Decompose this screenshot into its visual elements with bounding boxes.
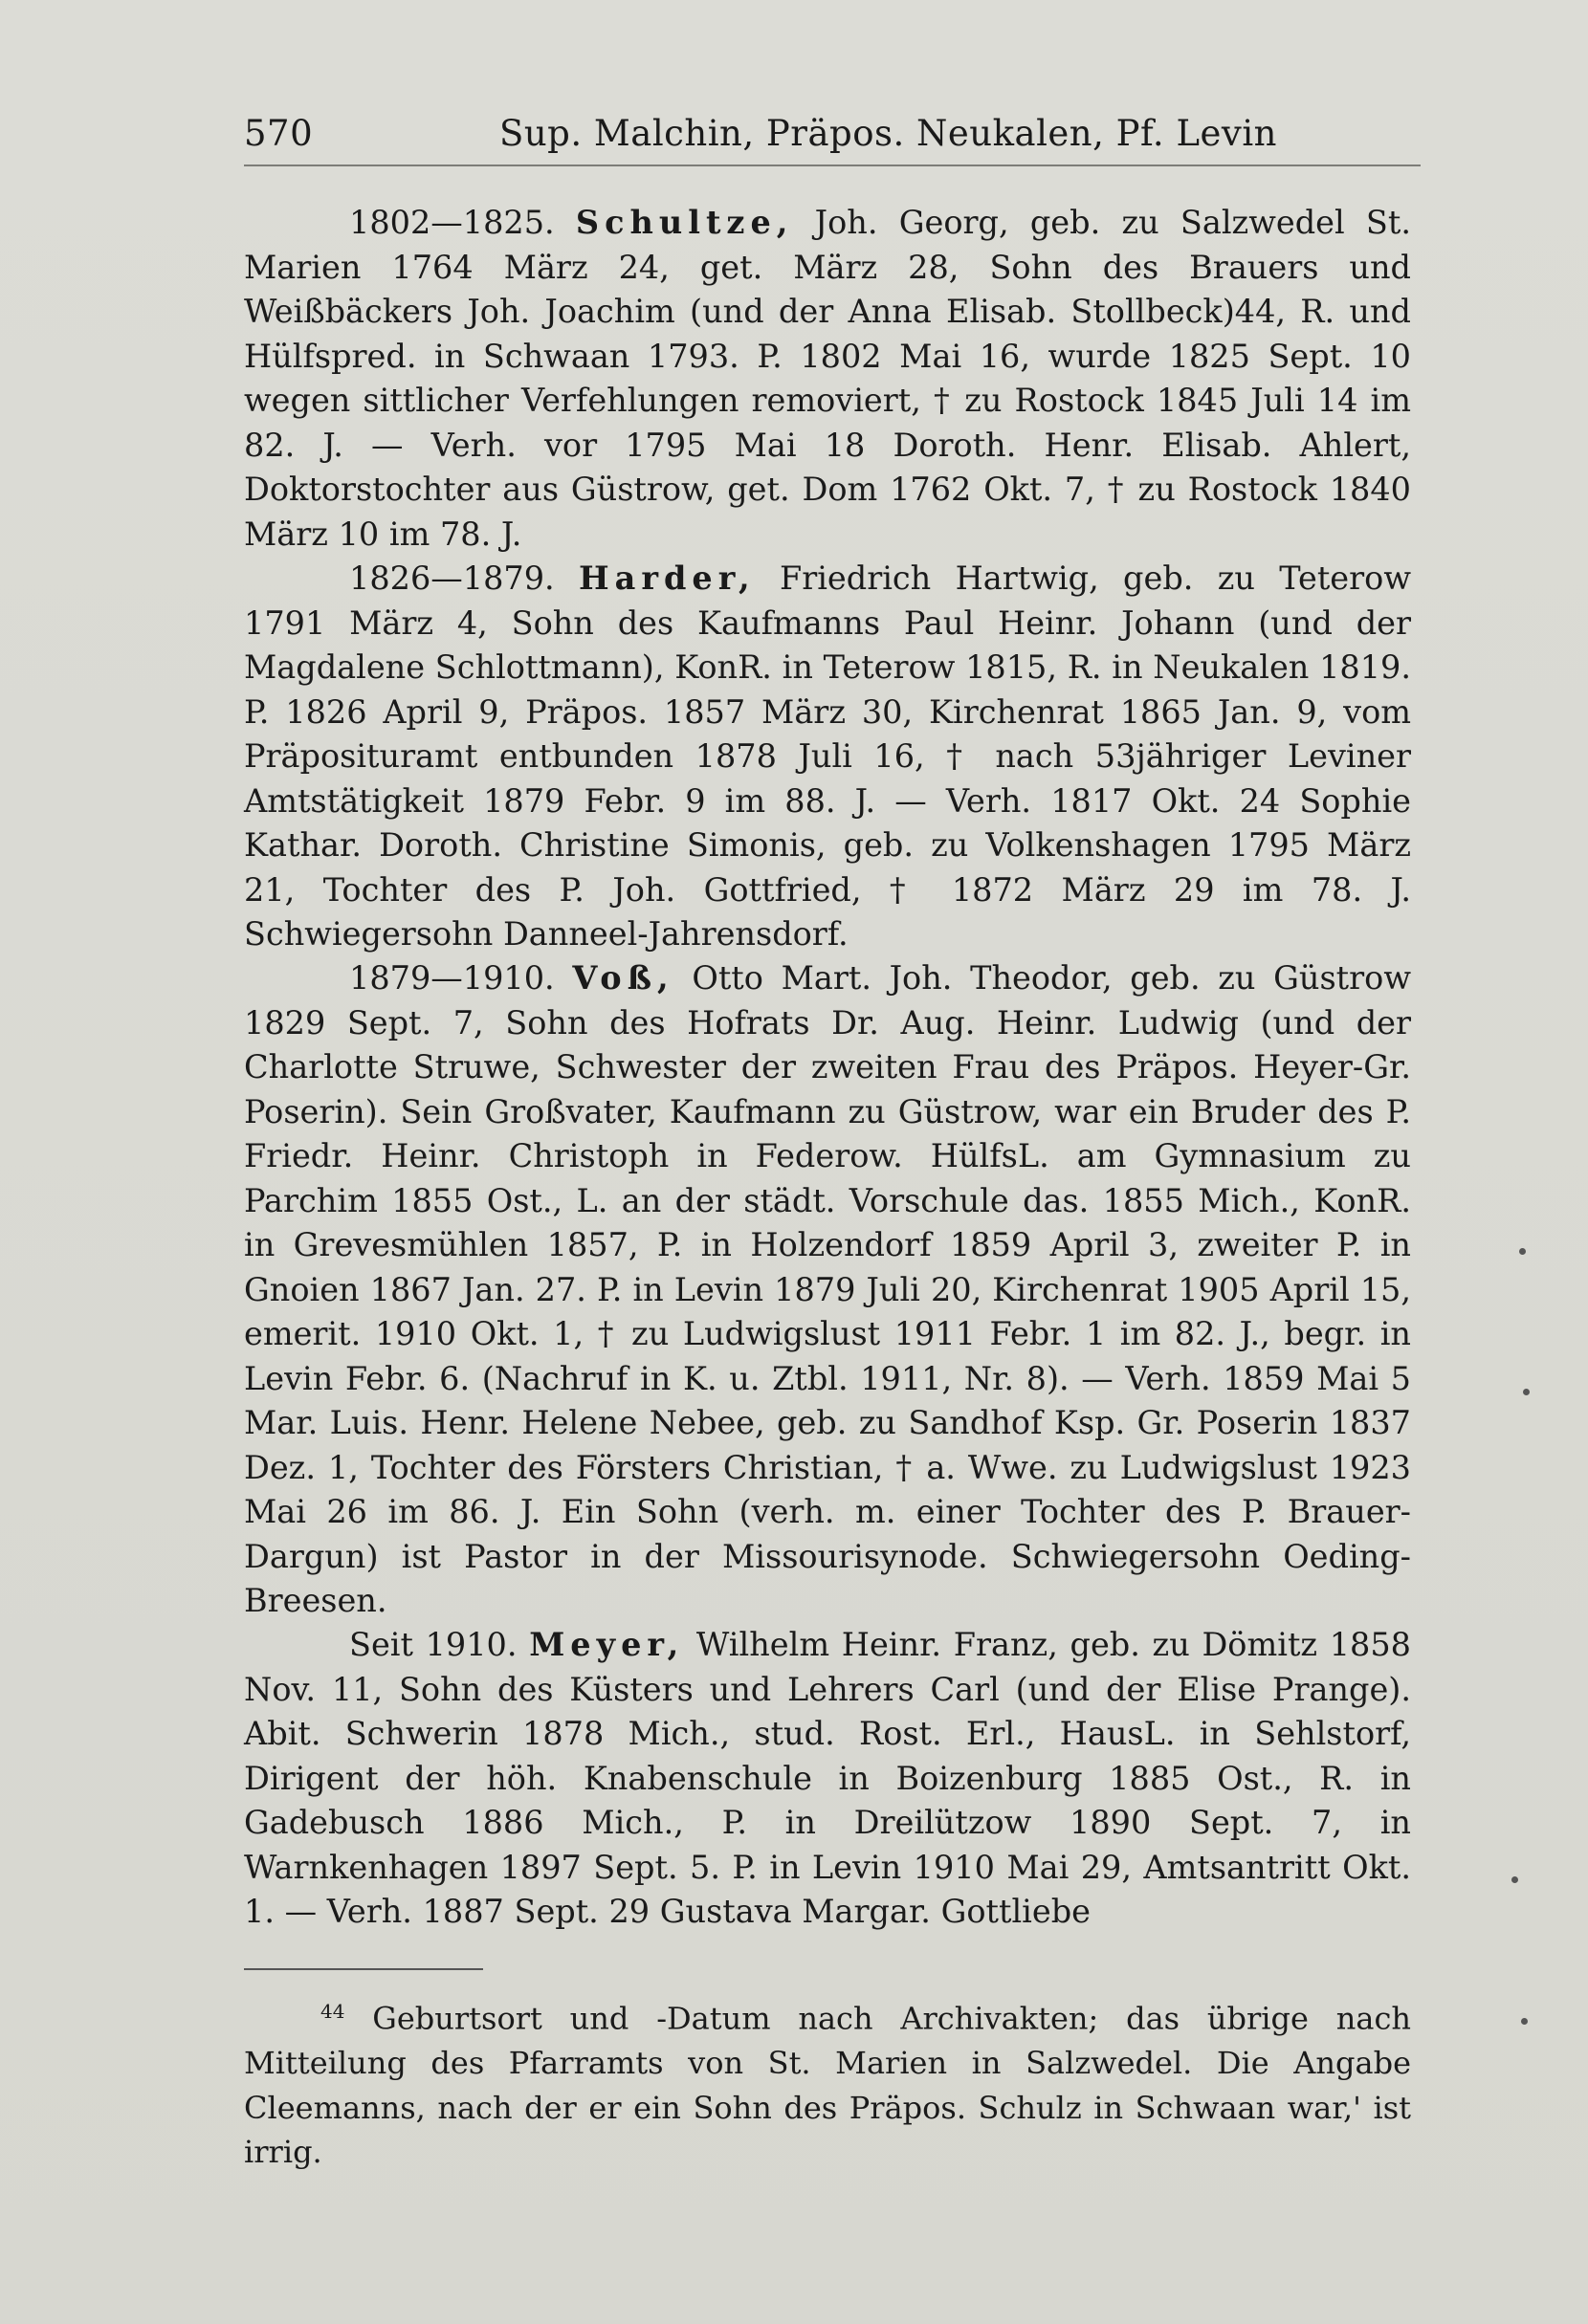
entry-schultze xyxy=(244,201,1411,557)
entry-period: 1826—1879. xyxy=(349,559,555,597)
entry-name: Meyer, xyxy=(529,1626,685,1663)
margin-speck xyxy=(1521,2018,1528,2025)
footnote xyxy=(244,1989,1411,2175)
page-header xyxy=(244,113,1277,154)
entry-harder xyxy=(244,557,1411,957)
entry-period: Seit 1910. xyxy=(349,1626,518,1663)
entry-name: Harder, xyxy=(579,559,756,597)
entry-period: 1802—1825. xyxy=(349,204,555,241)
margin-speck xyxy=(1523,1389,1530,1395)
running-title: Sup. Malchin, Präpos. Neukalen, Pf. Levin xyxy=(498,113,1277,154)
entry-name: Schultze, xyxy=(575,204,794,241)
entry-text: Friedrich Hartwig, geb. zu Teterow 1791 März 4, Sohn des Kaufmanns Paul Heinr. Johann (und der Magdalene Schlottmann), KonR. in Teterow 1815, R. in Neukalen 1819. P. 1826 April 9, Präpos. 1857 März 30, Kirchenrat 1865 Jan. 9, vom Präposituramt entbunden 1878 Juli 16, † nach 53jähriger Leviner Amtstätigkeit 1879 Febr. 9 im 88. J. — Verh. 1817 Okt. 24 Sophie Kathar. Doroth. Christine Simonis, geb. zu Volkenshagen 1795 März 21, Tochter des P. Joh. Gottfried, † 1872 März 29 im 78. J. Schwiegersohn Danneel-Jahrensdorf. xyxy=(244,559,1411,953)
entry-period: 1879—1910. xyxy=(349,959,555,997)
entry-text: Wilhelm Heinr. Franz, geb. zu Dömitz 1858 Nov. 11, Sohn des Küsters und Lehrers Carl (und der Elise Prange). Abit. Schwerin 1878 Mich., stud. Rost. Erl., HausL. in Sehlstorf, Dirigent der höh. Knabenschule in Boizenburg 1885 Ost., R. in Gadebusch 1886 Mich., P. in Dreilützow 1890 Sept. 7, in Warnkenhagen 1897 Sept. 5. P. in Levin 1910 Mai 29, Amtsantritt Okt. 1. — Verh. 1887 Sept. 29 Gustava Margar. Gottliebe xyxy=(244,1626,1411,1930)
margin-speck xyxy=(1519,1248,1526,1255)
footnote-number: 44 xyxy=(320,2000,345,2023)
entry-voss xyxy=(244,956,1411,1624)
footnote-rule xyxy=(244,1968,483,1970)
footnote-text: Geburtsort und -Datum nach Archivakten; das übrige nach Mitteilung des Pfarramts von St. Marien in Salzwedel. Die Angabe Cleemanns, nach der er ein Sohn des Präpos. Schulz in Schwaan war,' ist irrig. xyxy=(244,2000,1411,2171)
page-number: 570 xyxy=(244,113,314,154)
entry-text: Otto Mart. Joh. Theodor, geb. zu Güstrow 1829 Sept. 7, Sohn des Hofrats Dr. Aug. Heinr. Ludwig (und der Charlotte Struwe, Schwester der zweiten Frau des Präpos. Heyer-Gr. Poserin). Sein Großvater, Kaufmann zu Güstrow, war ein Bruder des P. Friedr. Heinr. Christoph in Federow. HülfsL. am Gymnasium zu Parchim 1855 Ost., L. an der städt. Vorschule das. 1855 Mich., KonR. in Grevesmühlen 1857, P. in Holzendorf 1859 April 3, zweiter P. in Gnoien 1867 Jan. 27. P. in Levin 1879 Juli 20, Kirchenrat 1905 April 15, emerit. 1910 Okt. 1, † zu Ludwigslust 1911 Febr. 1 im 82. J., begr. in Levin Febr. 6. (Nachruf in K. u. Ztbl. 1911, Nr. 8). — Verh. 1859 Mai 5 Mar. Luis. Henr. Helene Nebee, geb. zu Sandhof Ksp. Gr. Poserin 1837 Dez. 1, Tochter des Försters Christian, † a. Wwe. zu Ludwigslust 1923 Mai 26 im 86. J. Ein Sohn (verh. m. einer Tochter des P. Brauer-Dargun) ist Pastor in der Missourisynode. Schwiegersohn Oeding-Breesen. xyxy=(244,959,1411,1619)
header-rule xyxy=(244,164,1421,166)
entry-name: Voß, xyxy=(572,959,674,997)
entry-text: Joh. Georg, geb. zu Salzwedel St. Marien 1764 März 24, get. März 28, Sohn des Brauers und Weißbäckers Joh. Joachim (und der Anna Elisab. Stollbeck)44, R. und Hülfspred. in Schwaan 1793. P. 1802 Mai 16, wurde 1825 Sept. 10 wegen sittlicher Verfehlungen removiert, † zu Rostock 1845 Juli 14 im 82. J. — Verh. vor 1795 Mai 18 Doroth. Henr. Elisab. Ahlert, Doktorstochter aus Güstrow, get. Dom 1762 Okt. 7, † zu Rostock 1840 März 10 im 78. J. xyxy=(244,204,1411,553)
margin-speck xyxy=(1511,1876,1518,1883)
entry-meyer xyxy=(244,1623,1411,1935)
